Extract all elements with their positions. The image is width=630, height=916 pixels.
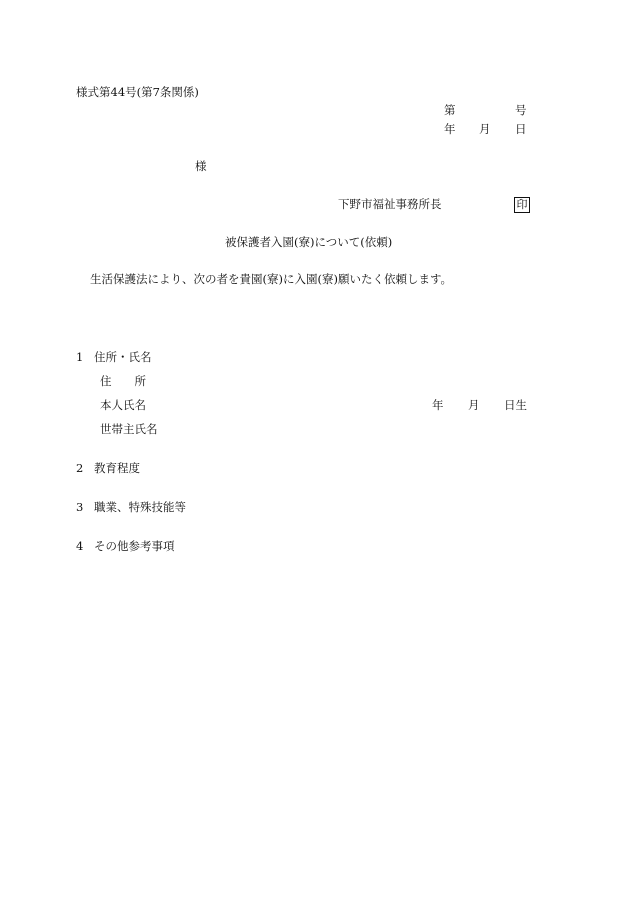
item-3-label: 職業、特殊技能等 (94, 500, 186, 514)
date-month: 月 (479, 122, 491, 136)
form-number: 様式第44号(第7条関係) (76, 85, 199, 99)
birth-year: 年 (432, 398, 444, 412)
seal-stamp: 印 (514, 197, 530, 213)
birth-month: 月 (468, 398, 480, 412)
item-4-number: 4 (76, 539, 84, 553)
item-2-label: 教育程度 (94, 461, 140, 475)
item-1-label: 住所・氏名 (94, 350, 152, 364)
document-body: 生活保護法により、次の者を貴園(寮)に入園(寮)願いたく依頼します。 (90, 272, 453, 286)
sender-title: 下野市福祉事務所長 (338, 197, 442, 211)
document-title: 被保護者入園(寮)について(依頼) (225, 235, 393, 249)
birth-day: 日生 (504, 398, 527, 412)
number-suffix: 号 (515, 103, 527, 117)
addressee-honorific: 様 (195, 159, 207, 173)
item-2-number: 2 (76, 461, 84, 475)
item-3-number: 3 (76, 500, 84, 514)
date-year: 年 (444, 122, 456, 136)
item-4-label: その他参考事項 (94, 539, 175, 553)
address-label: 住 所 (100, 374, 146, 388)
head-of-household-label: 世帯主氏名 (100, 422, 158, 436)
name-label: 本人氏名 (100, 398, 146, 412)
date-day: 日 (515, 122, 527, 136)
number-prefix: 第 (444, 103, 456, 117)
item-1-number: 1 (76, 350, 84, 364)
